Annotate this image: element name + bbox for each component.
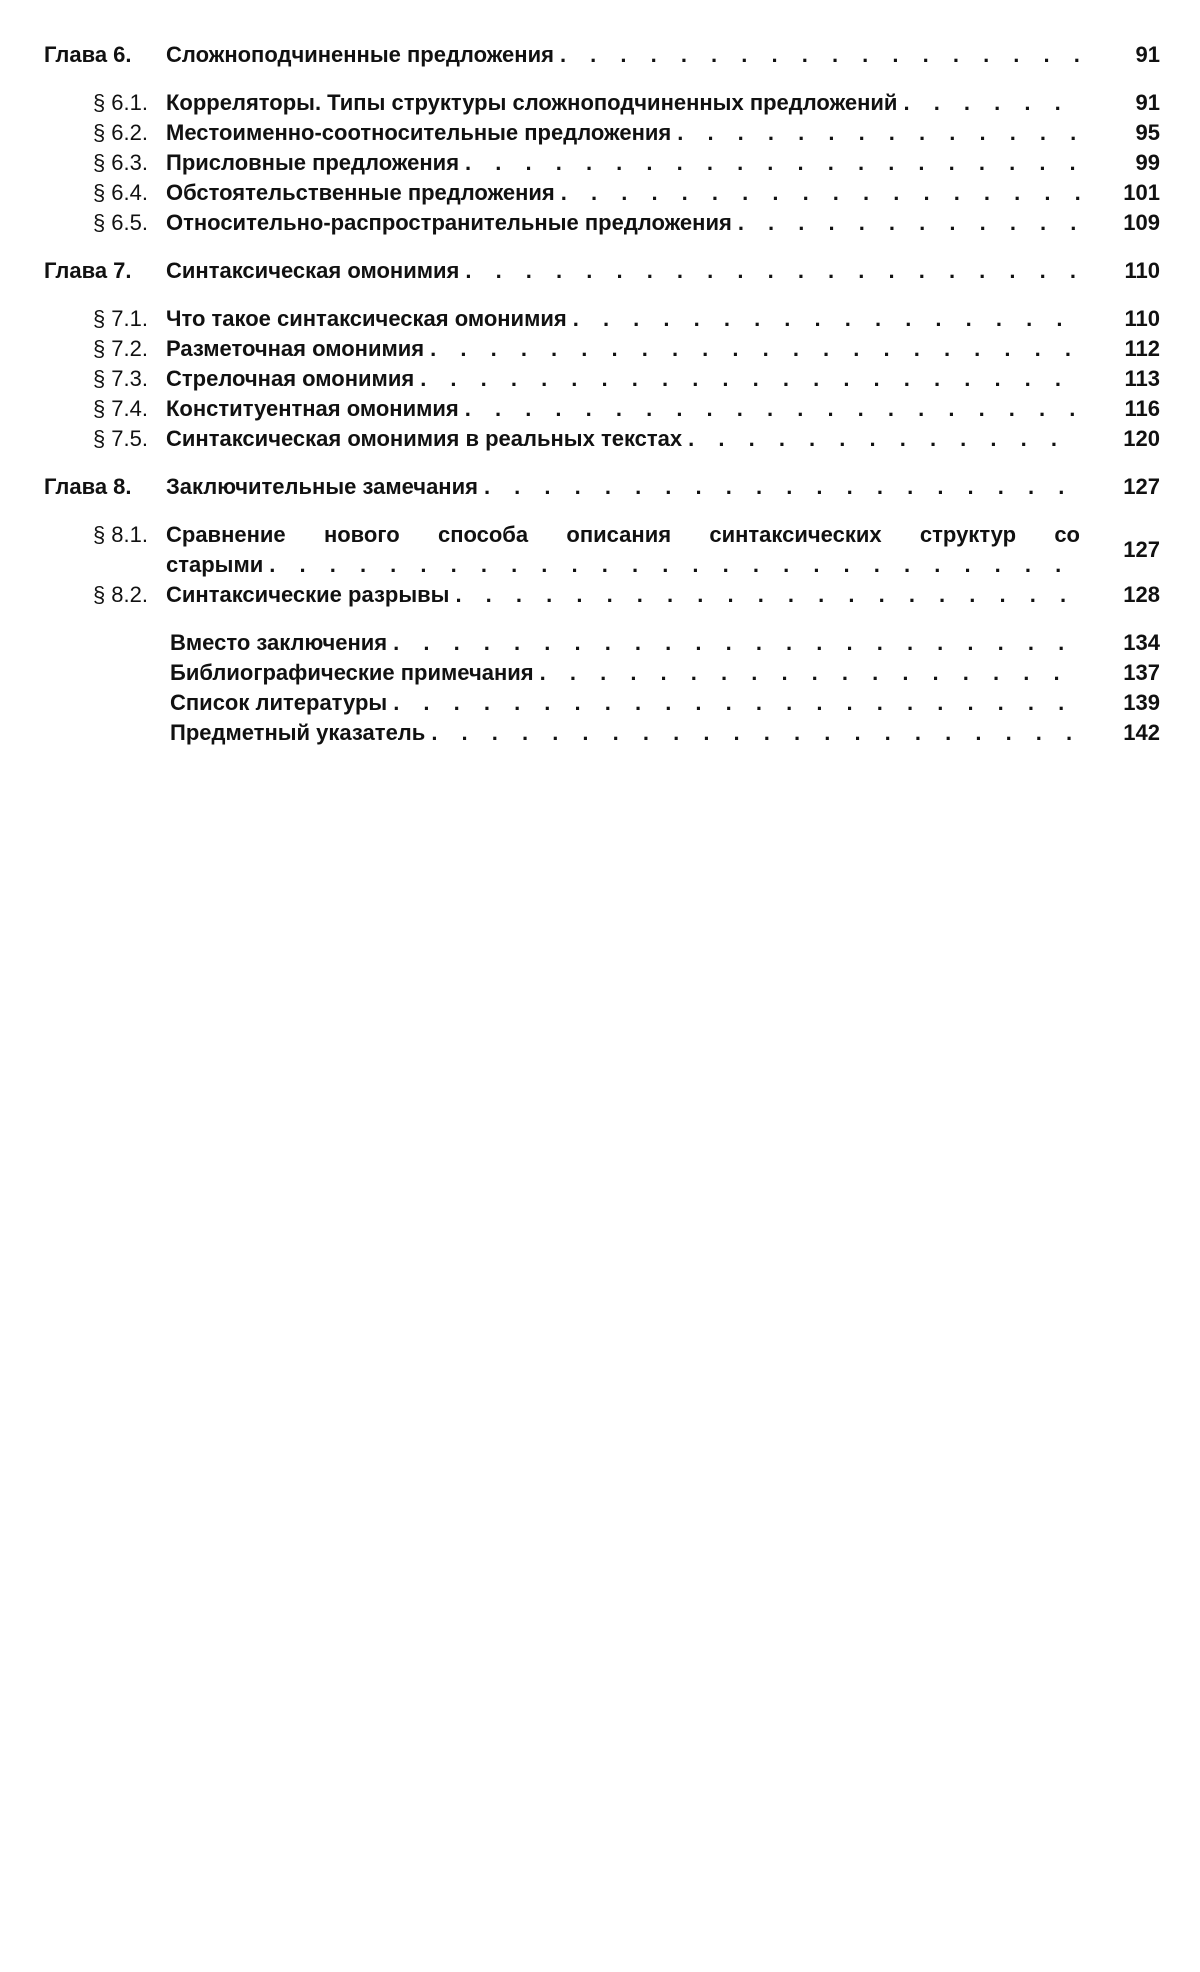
section-title-wrap — [166, 304, 1080, 334]
page-number: 91 — [1135, 90, 1160, 115]
chapter-title-wrap — [166, 472, 1080, 502]
section-title-wrap — [166, 334, 1080, 364]
chapter-title: Синтаксическая омонимия — [166, 258, 460, 283]
section-title: Разметочная омонимия — [166, 336, 425, 361]
section-title-wrap — [166, 580, 1080, 610]
section-title-wrap — [166, 394, 1080, 424]
dot-leader — [738, 208, 1080, 238]
section-label: § 6.4. — [92, 180, 148, 205]
dot-leader — [465, 256, 1080, 286]
section-title-wrap — [166, 424, 1080, 454]
dot-leader — [420, 364, 1080, 394]
section-title: Корреляторы. Типы структуры сложноподчиненных предложений — [166, 90, 898, 115]
toc-section-7-2 — [44, 334, 1160, 364]
toc-chapter-7 — [44, 256, 1160, 286]
back-matter-title-wrap — [166, 658, 1080, 688]
chapter-title-wrap — [166, 256, 1080, 286]
chapter-label: Глава 8. — [44, 474, 132, 499]
toc-section-6-4 — [44, 178, 1160, 208]
section-label: § 6.2. — [92, 120, 148, 145]
section-title: Что такое синтаксическая омонимия — [166, 306, 567, 331]
dot-leader — [688, 424, 1080, 454]
section-label: § 6.3. — [92, 150, 148, 175]
section-label: § 7.5. — [92, 426, 148, 451]
toc-chapter-8 — [44, 472, 1160, 502]
toc-chapter-6 — [44, 40, 1160, 70]
dot-leader — [393, 628, 1080, 658]
page-number: 142 — [1123, 720, 1160, 745]
dot-leader — [484, 472, 1080, 502]
toc-section-6-1 — [44, 88, 1160, 118]
page-number: 101 — [1123, 180, 1160, 205]
section-label: § 7.3. — [92, 366, 148, 391]
dot-leader — [677, 118, 1080, 148]
back-matter-title: Предметный указатель — [170, 720, 426, 745]
section-title: Присловные предложения — [166, 150, 460, 175]
toc-section-8-1 — [44, 520, 1160, 580]
section-title-wrap — [166, 148, 1080, 178]
toc-back-matter-1 — [44, 628, 1160, 658]
page-number: 137 — [1123, 660, 1160, 685]
page-number: 110 — [1124, 258, 1160, 283]
page-number: 139 — [1123, 690, 1160, 715]
toc-section-7-4 — [44, 394, 1160, 424]
toc-section-6-2 — [44, 118, 1160, 148]
section-title-wrap — [166, 178, 1080, 208]
section-title: Относительно-распространительные предложения — [166, 210, 732, 235]
chapter-label: Глава 7. — [44, 258, 132, 283]
section-label: § 6.5. — [92, 210, 148, 235]
back-matter-title: Вместо заключения — [170, 630, 388, 655]
dot-leader — [465, 148, 1080, 178]
section-label: § 7.1. — [92, 306, 148, 331]
chapter-label: Глава 6. — [44, 42, 132, 67]
section-title-line2: старыми — [166, 552, 264, 577]
page-number: 99 — [1135, 150, 1160, 175]
dot-leader — [465, 394, 1080, 424]
section-title: Конституентная омонимия — [166, 396, 459, 421]
toc-back-matter-4 — [44, 718, 1160, 748]
toc-back-matter-3 — [44, 688, 1160, 718]
section-title-wrap — [166, 208, 1080, 238]
dot-leader — [455, 580, 1080, 610]
back-matter-title-wrap — [166, 718, 1080, 748]
section-title-wrap — [166, 88, 1080, 118]
chapter-title: Сложноподчиненные предложения — [166, 42, 554, 67]
section-title: Обстоятельственные предложения — [166, 180, 555, 205]
toc-section-7-5 — [44, 424, 1160, 454]
dot-leader — [269, 550, 1080, 580]
dot-leader — [393, 688, 1080, 718]
toc-back-matter-2 — [44, 658, 1160, 688]
dot-leader — [560, 40, 1080, 70]
back-matter-title: Список литературы — [170, 690, 388, 715]
page-number: 134 — [1123, 630, 1160, 655]
toc-section-8-2 — [44, 580, 1160, 610]
section-label: § 7.2. — [92, 336, 148, 361]
page-number: 91 — [1135, 42, 1160, 67]
page-number: 127 — [1123, 474, 1160, 499]
page-number: 128 — [1123, 582, 1160, 607]
chapter-title-wrap — [166, 40, 1080, 70]
section-title-line2-wrap — [166, 550, 1080, 580]
section-label: § 8.2. — [92, 582, 148, 607]
back-matter-title: Библиографические примечания — [170, 660, 534, 685]
section-title-line1: Сравнение нового способа описания синтаксических структур со — [166, 522, 1080, 547]
dot-leader — [573, 304, 1080, 334]
section-title-wrap — [166, 364, 1080, 394]
table-of-contents — [44, 40, 1160, 748]
section-label: § 6.1. — [92, 90, 148, 115]
section-title: Стрелочная омонимия — [166, 366, 415, 391]
page-number: 116 — [1124, 396, 1160, 421]
section-title: Синтаксическая омонимия в реальных текстах — [166, 426, 683, 451]
section-title-wrap — [166, 118, 1080, 148]
toc-section-6-5 — [44, 208, 1160, 238]
toc-section-7-1 — [44, 304, 1160, 334]
back-matter-title-wrap — [166, 688, 1080, 718]
page-number: 110 — [1124, 306, 1160, 331]
page-number: 127 — [1123, 537, 1160, 562]
section-title: Местоименно-соотносительные предложения — [166, 120, 672, 145]
page-number: 113 — [1124, 366, 1160, 391]
section-label: § 7.4. — [92, 396, 148, 421]
dot-leader — [540, 658, 1080, 688]
dot-leader — [431, 718, 1080, 748]
back-matter-title-wrap — [166, 628, 1080, 658]
toc-section-7-3 — [44, 364, 1160, 394]
toc-section-6-3 — [44, 148, 1160, 178]
page-number: 112 — [1124, 336, 1160, 361]
page-number: 109 — [1123, 210, 1160, 235]
chapter-title: Заключительные замечания — [166, 474, 478, 499]
section-title: Синтаксические разрывы — [166, 582, 450, 607]
dot-leader — [903, 88, 1080, 118]
section-label: § 8.1. — [92, 522, 148, 547]
dot-leader — [430, 334, 1080, 364]
section-title-wrap — [166, 520, 1080, 580]
dot-leader — [561, 178, 1080, 208]
page-number: 95 — [1135, 120, 1160, 145]
page-number: 120 — [1123, 426, 1160, 451]
